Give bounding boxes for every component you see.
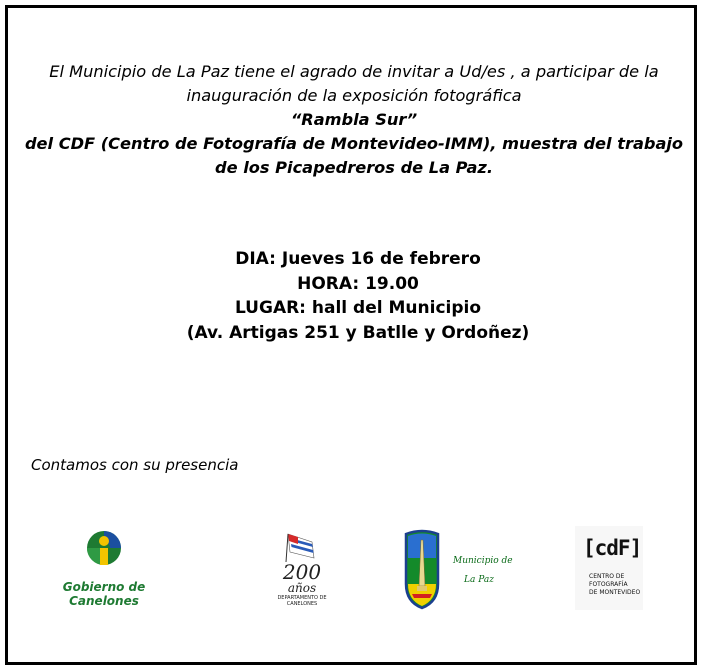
event-place: LUGAR: hall del Municipio [234,298,482,318]
bicentenario-number: 200 [282,560,322,584]
obelisk-shield-icon [404,528,440,610]
municipio-line2: La Paz [464,575,494,585]
bicentenario-small-1: DEPARTAMENTO DE [277,595,327,601]
municipio-line1: Municipio de [453,556,513,566]
closing-text: Contamos con su presencia [31,456,239,474]
municipio-la-paz-logo [404,528,516,610]
event-date: DIA: Jueves 16 de febrero [235,249,481,269]
intro-line-5: de los Picapedreros de La Paz. [215,158,493,177]
cdf-logo [575,526,643,610]
cdf-mark: [cdF] [583,536,642,560]
invitation-intro [20,60,688,180]
cdf-line2: FOTOGRAFÍA [589,581,628,588]
intro-line-2: inauguración de la exposición fotográfica [186,86,522,105]
event-details [20,247,696,345]
event-address: (Av. Artigas 251 y Batlle y Ordoñez) [186,322,530,343]
gobierno-line2: Canelones [69,594,139,608]
bicentenario-logo [276,532,328,612]
intro-line-4: del CDF (Centro de Fotografía de Montevideo-IMM), muestra del trabajo [24,134,684,153]
gobierno-canelones-emblem-icon [58,528,150,580]
bicentenario-small-2: CANELONES [286,601,318,607]
gobierno-canelones-logo [58,528,150,614]
cdf-line3: DE MONTEVIDEO [589,589,641,596]
exhibition-title: “Rambla Sur” [290,110,418,129]
event-time: HORA: 19.00 [297,273,419,294]
bicentenario-anos: años [287,581,317,595]
gobierno-line1: Gobierno de [62,580,146,594]
cdf-line1: CENTRO DE [589,573,625,580]
intro-line-1: El Municipio de La Paz tiene el agrado de invitar a Ud/es , a participar de la [49,62,659,81]
